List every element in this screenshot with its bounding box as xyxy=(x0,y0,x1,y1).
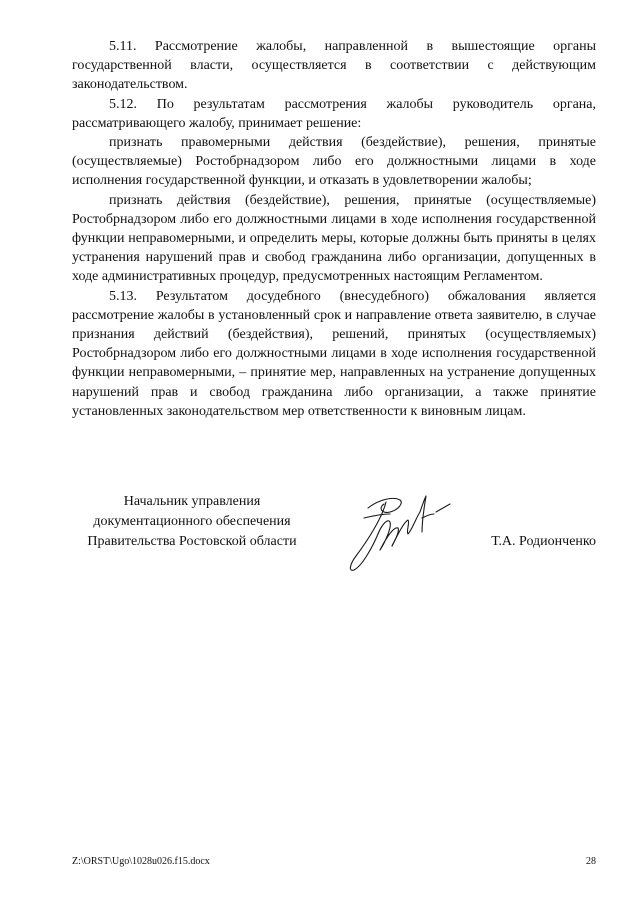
footer-file-path: Z:\ORST\Ugo\1028u026.f15.docx xyxy=(72,856,210,867)
handwritten-signature xyxy=(338,478,458,578)
signatory-position xyxy=(72,492,312,552)
regulation-text xyxy=(72,37,596,421)
paragraph-decision-unlawful: признать действия (бездействие), решения, принятые (осуществляемые) Ростобрнадзором либо его должностными лицами в ходе исполнения государственной функции неправомерными, и определить меры, которые должны быть приняты в целях устранения нарушений прав и свобод гражданина либо организации, допущенных в ходе административных процедур, предусмотренных настоящим Регламентом. xyxy=(72,192,596,285)
position-line: Правительства Ростовской области xyxy=(87,534,297,549)
paragraph-5-13: 5.13. Результатом досудебного (внесудебного) обжалования является рассмотрение жалобы в установленный срок и направление ответа заявителю, в случае признания действий (бездействия), решений, принятых (осуществляемых) Ростобрнадзором либо его должностными лицами в ходе исполнения государственной функции неправомерными, – принятие мер, направленных на устранение допущенных нарушений прав и свобод гражданина либо организации, а также принятие установленных законодательством мер ответственности к виновным лицам. xyxy=(72,288,596,419)
position-line: документационного обеспечения xyxy=(93,514,291,529)
position-line: Начальник управления xyxy=(123,494,261,509)
paragraph-decision-lawful: признать правомерными действия (бездействие), решения, принятые (осуществляемые) Ростобрнадзором либо его должностными лицами в ходе исполнения государственной функции, и отказать в удовлетворении жалобы; xyxy=(72,135,596,189)
paragraph-5-11: 5.11. Рассмотрение жалобы, направленной в вышестоящие органы государственной власти, осуществляется в соответствии с действующим законодательством. xyxy=(72,39,596,93)
signatory-name: Т.А. Родионченко xyxy=(491,534,596,549)
page-number: 28 xyxy=(586,856,596,867)
paragraph-5-12: 5.12. По результатам рассмотрения жалобы руководитель органа, рассматривающего жалобу, принимает решение: xyxy=(72,96,596,131)
